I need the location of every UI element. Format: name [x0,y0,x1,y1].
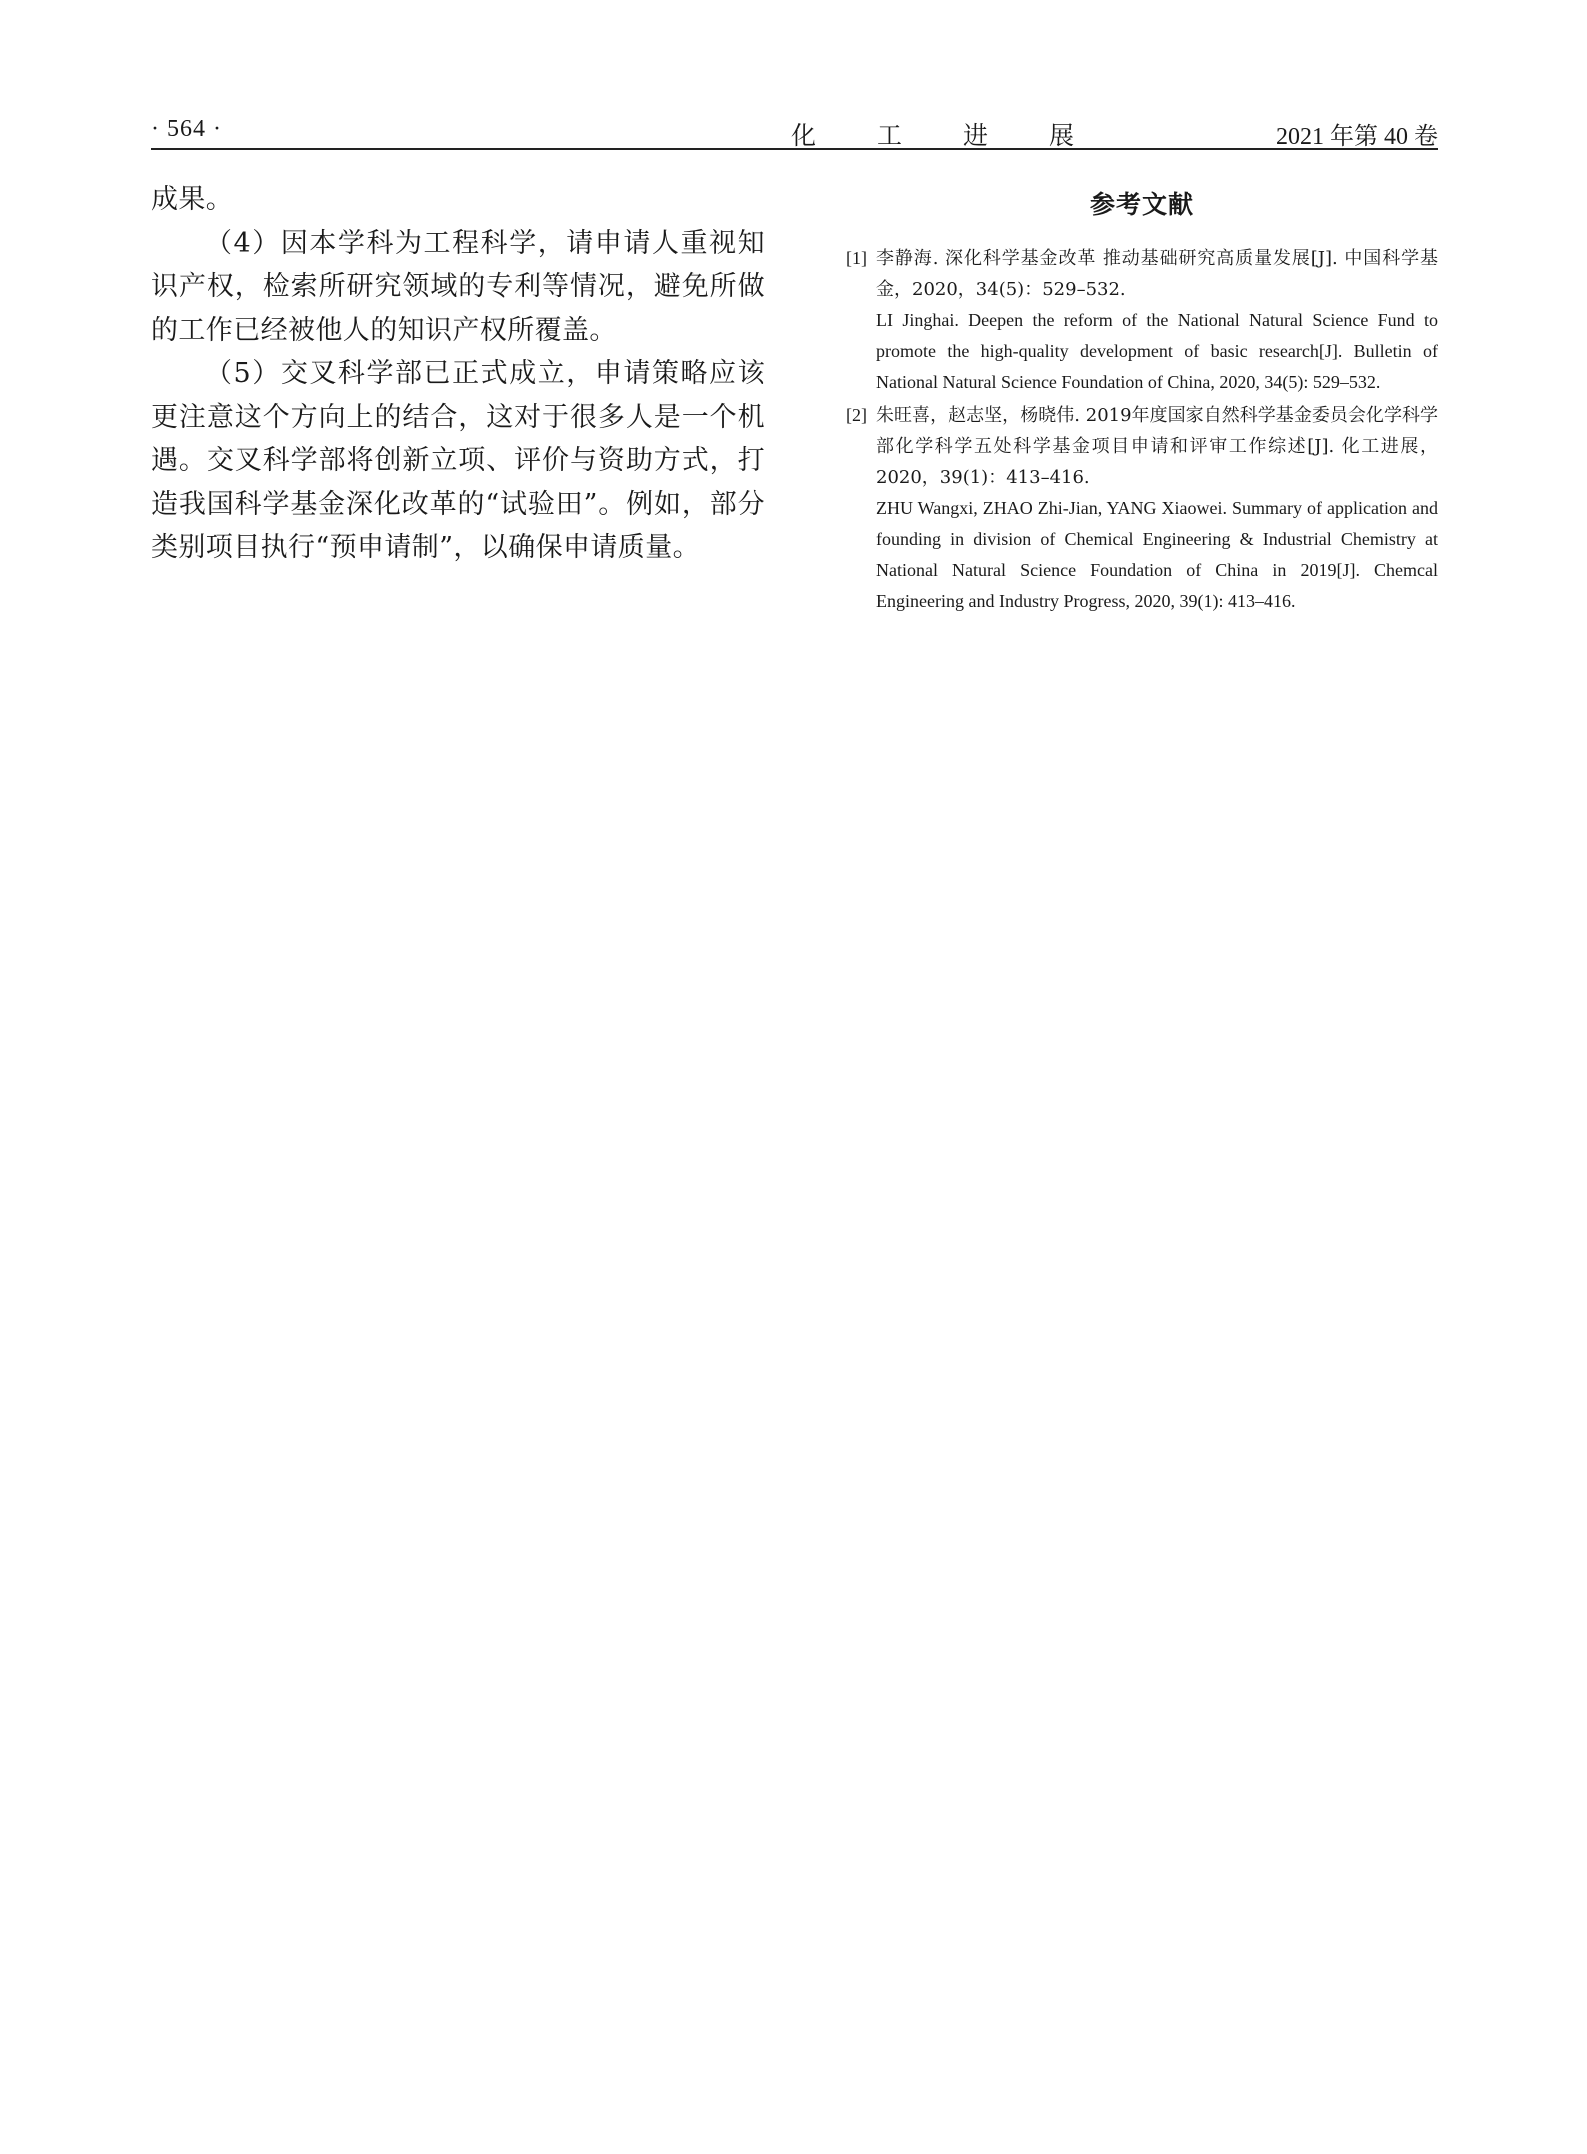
reference-chinese: 李静海. 深化科学基金改革 推动基础研究高质量发展[J]. 中国科学基金，2020，34(5)：529–532. [876,248,1438,300]
left-column-body [151,178,765,570]
reference-item [846,400,1438,617]
volume-label: 2021 年第 40 卷 [1276,124,1438,150]
reference-item [846,243,1438,398]
body-paragraph: 成果。 [151,184,234,215]
body-paragraph: （5）交叉科学部已正式成立，申请策略应该更注意这个方向上的结合，这对于很多人是一个机遇。交叉科学部将创新立项、评价与资助方式，打造我国科学基金深化改革的“试验田”。例如，部分类别项目执行“预申请制”，以确保申请质量。 [151,358,765,563]
reference-number: [2] [846,405,867,425]
reference-english: ZHU Wangxi, ZHAO Zhi-Jian, YANG Xiaowei. Summary of application and founding in division of Chemical Engineering & Industrial Chemistry at National Natural Science Foundation of China in 2019[J]. Chemcal Engineering and Industry Progress, 2020, 39(1): 413–416. [876,498,1438,611]
reference-english: LI Jinghai. Deepen the reform of the National Natural Science Fund to promote the high-quality development of basic research[J]. Bulletin of National Natural Science Foundation of China, 2020, 34(5): 529–532. [876,310,1438,392]
running-header [151,112,1438,150]
journal-name: 化工进展 [791,121,1136,150]
body-paragraph: （4）因本学科为工程科学，请申请人重视知识产权，检索所研究领域的专利等情况，避免所做的工作已经被他人的知识产权所覆盖。 [151,227,765,346]
references-section [846,185,1438,619]
references-title: 参考文献 [1089,190,1194,219]
page-number: · 564 · [151,116,222,142]
reference-chinese: 朱旺喜，赵志坚，杨晓伟. 2019年度国家自然科学基金委员会化学科学部化学科学五处科学基金项目申请和评审工作综述[J]. 化工进展，2020，39(1)：413–416. [876,405,1438,488]
reference-number: [1] [846,248,867,268]
